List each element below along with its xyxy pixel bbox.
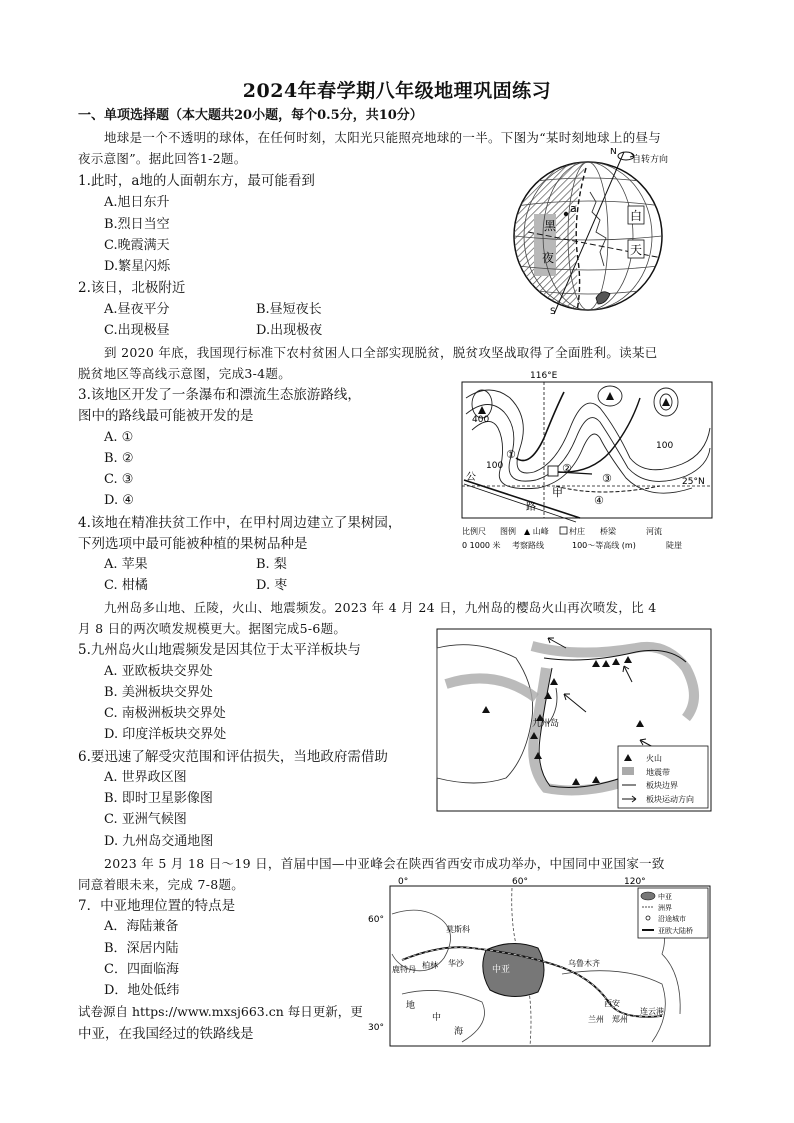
- question-3-option-d[interactable]: D. ④: [104, 493, 134, 508]
- question-1-option-c[interactable]: C.晚霞满天: [104, 238, 170, 253]
- route-2-label: ②: [562, 462, 572, 475]
- city-lanzhou: 兰州: [588, 1015, 604, 1024]
- sea-label-zhong: 中: [432, 1013, 442, 1023]
- question-1-option-b[interactable]: B.烈日当空: [104, 217, 170, 232]
- legend-route-cities: 沿途城市: [658, 915, 686, 923]
- question-5-option-a[interactable]: A. 亚欧板块交界处: [104, 664, 213, 679]
- legend-village: 村庄: [569, 527, 585, 536]
- question-4-option-a[interactable]: A. 苹果: [104, 557, 148, 572]
- sea-label-hai: 海: [454, 1027, 464, 1037]
- intro-7-8-line2: 同意着眼未来，完成 7-8题。: [78, 877, 245, 892]
- kyushu-label: 九州岛: [532, 719, 560, 729]
- city-warsaw: 华沙: [448, 959, 464, 968]
- legend-peak: ▲ 山峰: [524, 527, 549, 536]
- route-4-label: ④: [594, 494, 604, 507]
- village-jia-label: 甲: [552, 486, 563, 499]
- pacific-plate-map-figure: [436, 628, 712, 812]
- elevation-label-400: 400: [472, 415, 490, 425]
- legend-central-asia: 中亚: [658, 893, 672, 901]
- city-urumqi: 乌鲁木齐: [568, 959, 600, 968]
- question-3-option-b[interactable]: B. ②: [104, 451, 134, 466]
- legend-scale-label: 比例尺: [462, 527, 486, 536]
- lon-60-label: 60°: [512, 877, 528, 887]
- question-2-option-c[interactable]: C.出现极昼: [104, 323, 170, 338]
- question-3-stem-line2: 图中的路线最可能被开发的是: [78, 408, 254, 424]
- question-1-stem: 1.此时，a地的人面朝东方，最可能看到: [78, 173, 315, 189]
- city-xian: 西安: [604, 999, 620, 1008]
- question-6-option-b[interactable]: B. 即时卫星影像图: [104, 791, 213, 806]
- source-watermark-line: 试卷源自 https://www.mxsj663.cn 每日更新，更: [78, 1004, 363, 1019]
- intro-3-4-line1: 到 2020 年底，我国现行标准下农村贫困人口全部实现脱贫，脱贫攻坚战取得了全面胜利。读某已: [104, 345, 658, 360]
- longitude-label: 116°E: [530, 371, 558, 381]
- legend-cliff: 陡崖: [666, 541, 682, 550]
- legend-land-bridge: 亚欧大陆桥: [658, 927, 693, 935]
- question-1-option-a[interactable]: A.旭日东升: [104, 195, 170, 210]
- intro-7-8-line1: 2023 年 5 月 18 日～19 日，首届中国—中亚峰会在陕西省西安市成功举办，中国同中亚国家一致: [104, 856, 665, 871]
- central-asia-region-label: 中亚: [492, 965, 511, 975]
- question-3-stem-line1: 3.该地区开发了一条瀑布和漂流生态旅游路线，: [78, 387, 361, 403]
- legend-seismic-belt: 地震带: [646, 768, 670, 777]
- lon-120-label: 120°: [624, 877, 646, 887]
- question-5-option-d[interactable]: D. 印度洋板块交界处: [104, 727, 227, 742]
- globe-night-label-2: 夜: [542, 251, 555, 265]
- legend-river: 河流: [646, 527, 662, 536]
- globe-day-label-2: 天: [630, 243, 643, 257]
- rotation-direction-label: 自转方向: [632, 155, 669, 165]
- question-4-stem-line2: 下列选项中最可能被种植的果树品种是: [78, 536, 308, 552]
- legend-scale-bar: 0 1000 米: [462, 541, 501, 550]
- intro-1-2-line1: 地球是一个不透明的球体，在任何时刻，太阳光只能照亮地球的一半。下图为“某时刻地球上的昼与: [104, 130, 662, 145]
- central-asia-map-figure: [362, 874, 714, 1048]
- route-3-label: ③: [602, 472, 612, 485]
- latitude-label: 25°N: [682, 477, 705, 487]
- question-6-stem: 6.要迅速了解受灾范围和评估损失，当地政府需借助: [78, 749, 388, 765]
- road-label-gong: 公: [466, 472, 476, 483]
- city-zhengzhou: 郑州: [612, 1015, 628, 1024]
- intro-1-2-line2: 夜示意图”。据此回答1-2题。: [78, 151, 247, 166]
- question-6-option-a[interactable]: A. 世界政区图: [104, 770, 187, 785]
- question-8-partial-stem: 中亚，在我国经过的铁路线是: [78, 1026, 254, 1042]
- question-5-option-c[interactable]: C. 南极洲板块交界处: [104, 706, 226, 721]
- legend-contour: 100～等高线 (m): [572, 541, 636, 550]
- question-2-option-a[interactable]: A.昼夜平分: [104, 302, 170, 317]
- question-6-option-d[interactable]: D. 九州岛交通地图: [104, 834, 214, 849]
- question-7-stem: 7．中亚地理位置的特点是: [78, 898, 236, 914]
- city-moscow: 莫斯科: [446, 925, 470, 934]
- north-pole-label: N: [610, 148, 617, 157]
- route-1-label: ①: [506, 448, 516, 461]
- question-4-option-d[interactable]: D. 枣: [256, 578, 288, 593]
- lon-0-label: 0°: [398, 877, 409, 887]
- question-2-option-d[interactable]: D.出现极夜: [256, 323, 323, 338]
- legend-volcano: 火山: [646, 754, 662, 763]
- globe-point-a-label: a: [570, 202, 577, 215]
- question-7-option-d[interactable]: D．地处低纬: [104, 983, 180, 998]
- question-3-option-c[interactable]: C. ③: [104, 472, 134, 487]
- city-rotterdam: 鹿特丹: [392, 965, 416, 974]
- legend-survey-route: 考察路线: [512, 541, 544, 550]
- question-2-option-b[interactable]: B.昼短夜长: [256, 302, 322, 317]
- question-5-option-b[interactable]: B. 美洲板块交界处: [104, 685, 213, 700]
- legend-title: 图例: [500, 527, 516, 536]
- intro-5-6-line1: 九州岛多山地、丘陵，火山、地震频发。2023 年 4 月 24 日，九州岛的樱岛火山再次喷发，比 4: [104, 600, 657, 615]
- road-label-lu: 路: [526, 502, 536, 513]
- question-2-stem: 2.该日，北极附近: [78, 280, 186, 296]
- question-7-option-a[interactable]: A．海陆兼备: [104, 919, 179, 934]
- page-title: 2024年春学期八年级地理巩固练习: [242, 80, 552, 102]
- question-1-option-d[interactable]: D.繁星闪烁: [104, 259, 171, 274]
- elevation-label-100-left: 100: [486, 461, 504, 471]
- intro-5-6-line2: 月 8 日的两次喷发规模更大。据图完成5-6题。: [78, 621, 347, 636]
- section-heading: 一、单项选择题（本大题共20小题，每个0.5分，共10分）: [78, 108, 423, 123]
- city-lianyungang: 连云港: [640, 1007, 664, 1016]
- question-6-option-c[interactable]: C. 亚洲气候图: [104, 812, 187, 827]
- question-5-stem: 5.九州岛火山地震频发是因其位于太平洋板块与: [78, 642, 361, 658]
- globe-night-label-1: 黑: [544, 219, 557, 233]
- question-4-option-c[interactable]: C. 柑橘: [104, 578, 148, 593]
- question-7-option-c[interactable]: C．四面临海: [104, 962, 179, 977]
- globe-day-night-figure: [506, 148, 700, 316]
- elevation-label-100-right: 100: [656, 441, 674, 451]
- question-4-option-b[interactable]: B. 梨: [256, 557, 287, 572]
- sea-label-di: 地: [406, 1001, 416, 1011]
- question-4-stem-line1: 4.该地在精准扶贫工作中，在甲村周边建立了果树园，: [78, 515, 402, 531]
- globe-day-label-1: 白: [630, 209, 643, 223]
- legend-plate-boundary: 板块边界: [646, 781, 678, 790]
- legend-plate-motion: 板块运动方向: [646, 795, 694, 804]
- question-7-option-b[interactable]: B．深居内陆: [104, 941, 179, 956]
- intro-3-4-line2: 脱贫地区等高线示意图，完成3-4题。: [78, 366, 292, 381]
- lat-30-label: 30°: [368, 1023, 384, 1033]
- south-pole-label: S: [550, 307, 556, 316]
- legend-bridge: 桥梁: [600, 527, 616, 536]
- city-berlin: 柏林: [422, 961, 438, 970]
- lat-60-label: 60°: [368, 915, 384, 925]
- legend-continent-boundary: 洲界: [658, 904, 672, 912]
- contour-map-figure: [460, 368, 716, 556]
- question-3-option-a[interactable]: A. ①: [104, 430, 134, 445]
